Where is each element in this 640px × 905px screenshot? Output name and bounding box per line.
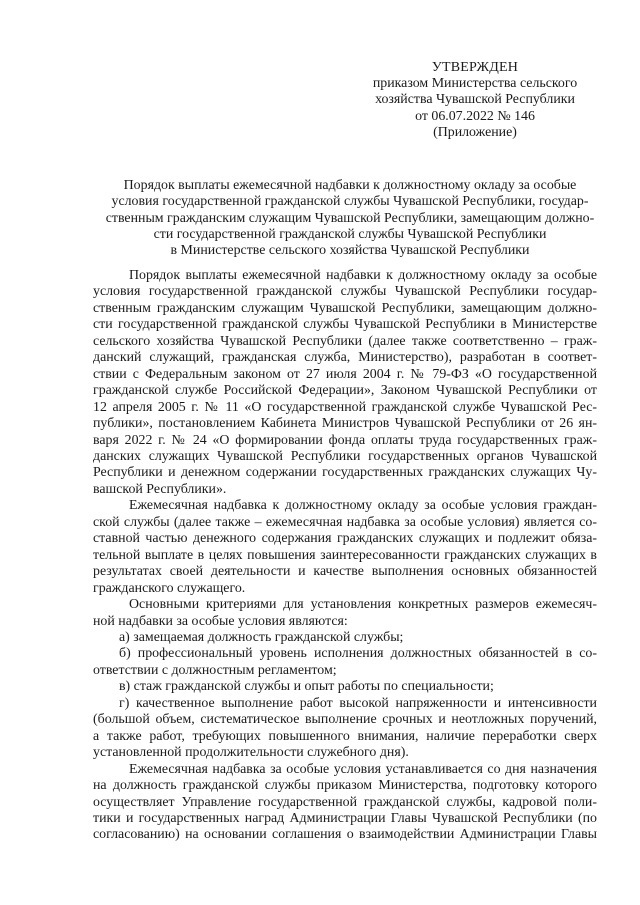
paragraph — [93, 498, 597, 597]
document-title — [100, 178, 600, 259]
paragraph-line: гражданской службе Российской Федерации», Законом Чувашской Республики от — [93, 383, 597, 399]
title-line: Порядок выплаты ежемесячной надбавки к должностному окладу за особые — [123, 178, 577, 193]
paragraph-line: ной надбавки за особые условия являются: — [93, 613, 348, 629]
paragraph-line: в) стаж гражданской службы и опыт работы по специальности; — [119, 679, 494, 695]
approval-line: от 06.07.2022 № 146 — [415, 108, 535, 124]
paragraph-line: на должность гражданской службы приказом Министерства, подготовку которого — [93, 778, 597, 794]
title-line: сти государственной гражданской службы Чувашской Республики — [153, 226, 547, 242]
paragraph-line: Республики и денежном содержании государственных гражданских служащих Чу- — [93, 465, 597, 481]
paragraph — [93, 597, 597, 630]
title-line: условия государственной гражданской службы Чувашской Республики, государ- — [111, 194, 589, 210]
paragraph-line: варя 2022 г. № 24 «О формировании фонда оплаты труда государственных граж- — [93, 432, 597, 448]
paragraph-line: установленной продолжительности служебного дня). — [93, 745, 409, 761]
paragraph-line: Ежемесячная надбавка к должностному окладу за особые условия граждан- — [129, 498, 597, 514]
paragraph-line: данский служащий, гражданская служба, Министерство), разработан в соответ- — [93, 350, 597, 366]
paragraph-line: вашской Республики». — [93, 481, 227, 497]
approval-line: (Приложение) — [433, 124, 517, 140]
paragraph-line: сти государственной гражданской службы Чувашской Республики в Министерстве — [93, 317, 597, 333]
paragraph — [93, 630, 597, 646]
paragraph-line: а также работ, требующих повышенного внимания, наличие переработки сверх — [93, 728, 597, 744]
title-line: в Министерстве сельского хозяйства Чувашской Республики — [170, 243, 530, 259]
paragraph-line: б) профессиональный уровень исполнения должностных обязанностей в со- — [119, 646, 597, 662]
paragraph-line: согласованию) на основании соглашения о взаимодействии Администрации Главы — [93, 827, 597, 843]
paragraph — [93, 679, 597, 695]
paragraph-line: г) качественное выполнение работ высокой напряженности и интенсивности — [119, 695, 597, 711]
paragraph-line: ответствии с должностным регламентом; — [93, 662, 337, 678]
title-line: ственным гражданским служащим Чувашской Республики, замещающим должно- — [105, 210, 595, 226]
paragraph-line: (большой объем, систематическое выполнение срочных и неотложных поручений, — [93, 712, 597, 728]
paragraph-line: 12 апреля 2005 г. № 11 «О государственной гражданской службе Чувашской Рес- — [93, 399, 597, 415]
paragraph-line: данских служащих Чувашской Республики государственных органов Чувашской — [93, 448, 597, 464]
document-body — [93, 268, 597, 844]
paragraph-line: тики и государственных наград Администрации Главы Чувашской Республики (по — [93, 810, 597, 826]
paragraph-line: публики», постановлением Кабинета Министров Чувашской Республики от 26 ян- — [93, 416, 597, 432]
paragraph-line: осуществляет Управление государственной гражданской службы, кадровой поли- — [93, 794, 597, 810]
paragraph-line: а) замещаемая должность гражданской службы; — [119, 629, 404, 645]
paragraph-line: тельной выплате в целях повышения заинтересованности гражданских служащих в — [93, 547, 597, 563]
paragraph-line: Порядок выплаты ежемесячной надбавки к должностному окладу за особые — [129, 268, 597, 283]
paragraph-line: ственным гражданским служащим Чувашской Республики, замещающим должно- — [93, 300, 597, 316]
paragraph — [93, 696, 597, 762]
paragraph — [93, 646, 597, 679]
paragraph-line: ствии с Федеральным законом от 27 июля 2004 г. № 79-ФЗ «О государственной — [93, 366, 597, 382]
paragraph-line: Основными критериями для установления конкретных размеров ежемесяч- — [129, 597, 597, 613]
paragraph-line: ставной частью денежного содержания гражданских служащих и подлежит обяза- — [93, 531, 597, 547]
paragraph-line: Ежемесячная надбавка за особые условия устанавливается со дня назначения — [129, 761, 597, 777]
paragraph-line: сельского хозяйства Чувашской Республики (далее также соответственно – граж- — [93, 333, 597, 349]
approval-line: хозяйства Чувашской Республики — [375, 92, 575, 108]
approval-stamp: УТВЕРЖДЕН — [431, 60, 519, 75]
paragraph-line: условия государственной гражданской службы Чувашской Республики государ- — [93, 284, 597, 300]
approval-block — [360, 60, 590, 141]
approval-line: приказом Министерства сельского — [372, 76, 578, 92]
paragraph — [93, 762, 597, 844]
paragraph — [93, 268, 597, 498]
paragraph-line: ской службы (далее также – ежемесячная надбавка за особые условия) является со- — [93, 514, 597, 530]
paragraph-line: результатах своей деятельности и качестве выполнения основных обязанностей — [93, 564, 597, 580]
paragraph-line: гражданского служащего. — [93, 580, 246, 596]
